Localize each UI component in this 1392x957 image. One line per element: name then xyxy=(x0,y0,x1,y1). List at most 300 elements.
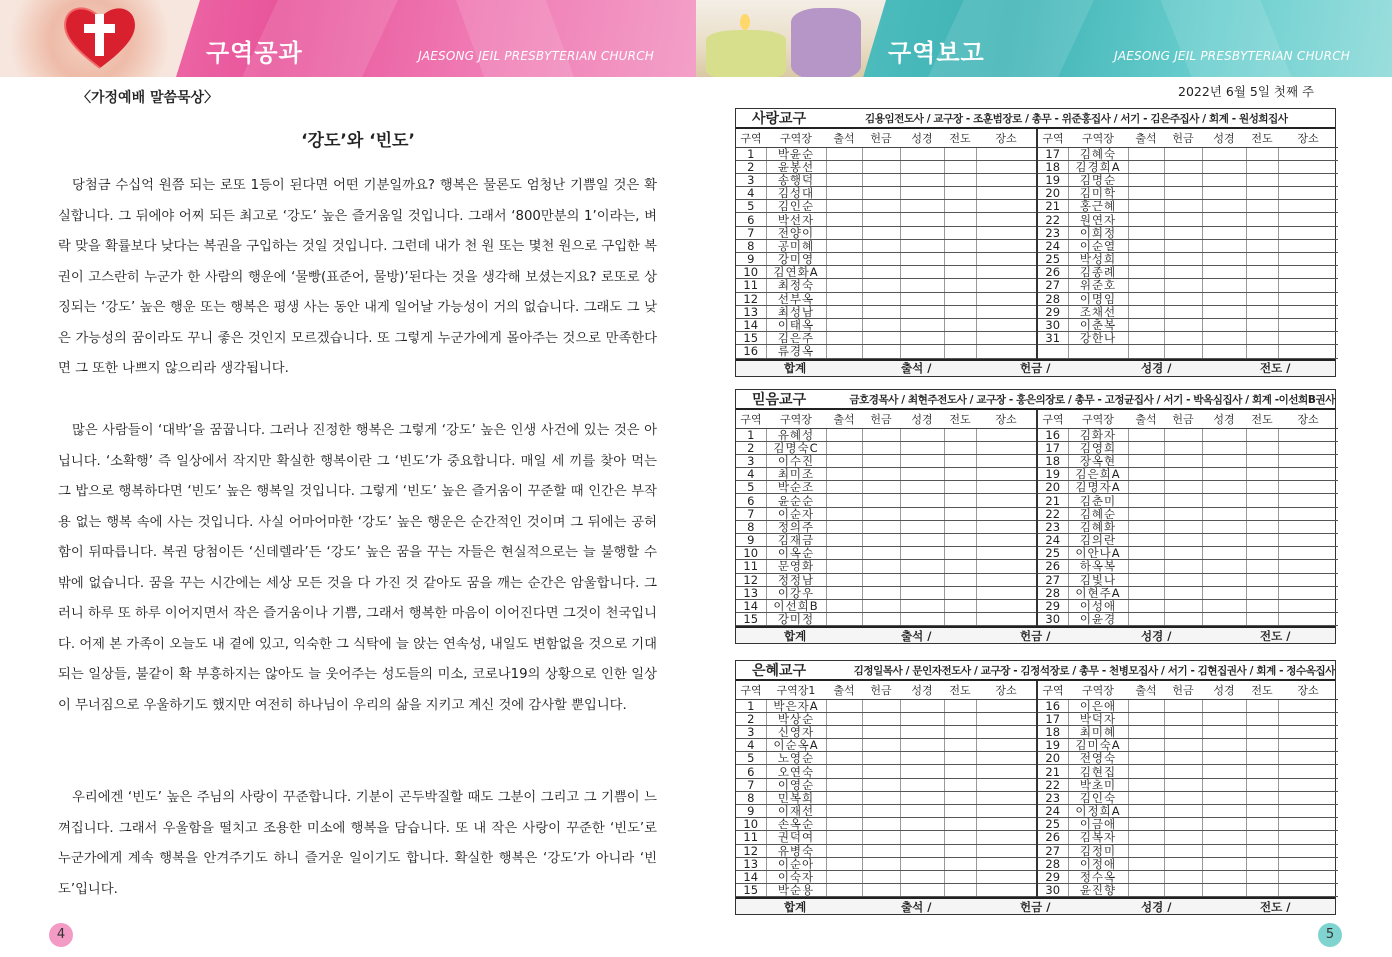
entry-cell[interactable] xyxy=(976,791,1036,804)
entry-cell[interactable] xyxy=(900,831,944,844)
entry-cell[interactable] xyxy=(1246,870,1278,883)
entry-cell[interactable] xyxy=(900,560,944,573)
entry-cell[interactable] xyxy=(944,752,976,765)
entry-cell[interactable] xyxy=(1164,253,1202,266)
entry-cell[interactable] xyxy=(976,279,1036,292)
entry-cell[interactable] xyxy=(1164,586,1202,599)
entry-cell[interactable] xyxy=(1278,613,1338,626)
entry-cell[interactable] xyxy=(900,791,944,804)
entry-cell[interactable] xyxy=(1202,239,1246,252)
entry-cell[interactable] xyxy=(1128,547,1164,560)
entry-cell[interactable] xyxy=(1278,239,1338,252)
entry-cell[interactable] xyxy=(1164,818,1202,831)
entry-cell[interactable] xyxy=(1278,805,1338,818)
entry-cell[interactable] xyxy=(826,494,862,507)
entry-cell[interactable] xyxy=(826,441,862,454)
entry-cell[interactable] xyxy=(1278,818,1338,831)
entry-cell[interactable] xyxy=(1128,884,1164,897)
entry-cell[interactable] xyxy=(944,573,976,586)
entry-cell[interactable] xyxy=(826,345,862,358)
entry-cell[interactable] xyxy=(862,844,900,857)
entry-cell[interactable] xyxy=(1164,318,1202,331)
entry-cell[interactable] xyxy=(1202,573,1246,586)
entry-cell[interactable] xyxy=(1246,318,1278,331)
entry-cell[interactable] xyxy=(826,305,862,318)
entry-cell[interactable] xyxy=(862,884,900,897)
entry-cell[interactable] xyxy=(976,292,1036,305)
entry-cell[interactable] xyxy=(1164,213,1202,226)
entry-cell[interactable] xyxy=(1128,213,1164,226)
entry-cell[interactable] xyxy=(1202,586,1246,599)
entry-cell[interactable] xyxy=(976,844,1036,857)
entry-cell[interactable] xyxy=(900,844,944,857)
entry-cell[interactable] xyxy=(1278,226,1338,239)
entry-cell[interactable] xyxy=(944,599,976,612)
entry-cell[interactable] xyxy=(1202,200,1246,213)
entry-cell[interactable] xyxy=(900,494,944,507)
entry-cell[interactable] xyxy=(826,805,862,818)
entry-cell[interactable] xyxy=(944,831,976,844)
entry-cell[interactable] xyxy=(1202,739,1246,752)
entry-cell[interactable] xyxy=(1246,586,1278,599)
entry-cell[interactable] xyxy=(1278,494,1338,507)
entry-cell[interactable] xyxy=(1202,266,1246,279)
entry-cell[interactable] xyxy=(900,292,944,305)
entry-cell[interactable] xyxy=(1202,765,1246,778)
entry-cell[interactable] xyxy=(826,468,862,481)
entry-cell[interactable] xyxy=(944,560,976,573)
entry-cell[interactable] xyxy=(900,739,944,752)
entry-cell[interactable] xyxy=(1278,428,1338,441)
entry-cell[interactable] xyxy=(1164,226,1202,239)
entry-cell[interactable] xyxy=(1246,454,1278,467)
entry-cell[interactable] xyxy=(1278,870,1338,883)
entry-cell[interactable] xyxy=(1278,468,1338,481)
entry-cell[interactable] xyxy=(1246,712,1278,725)
entry-cell[interactable] xyxy=(826,239,862,252)
entry-cell[interactable] xyxy=(944,586,976,599)
entry-cell[interactable] xyxy=(944,213,976,226)
entry-cell[interactable] xyxy=(976,173,1036,186)
entry-cell[interactable] xyxy=(1202,332,1246,345)
entry-cell[interactable] xyxy=(900,586,944,599)
entry-cell[interactable] xyxy=(1164,573,1202,586)
entry-cell[interactable] xyxy=(976,805,1036,818)
entry-cell[interactable] xyxy=(1278,547,1338,560)
entry-cell[interactable] xyxy=(1164,765,1202,778)
entry-cell[interactable] xyxy=(1202,791,1246,804)
entry-cell[interactable] xyxy=(826,253,862,266)
entry-cell[interactable] xyxy=(1164,739,1202,752)
entry-cell[interactable] xyxy=(1202,441,1246,454)
entry-cell[interactable] xyxy=(976,428,1036,441)
entry-cell[interactable] xyxy=(1202,428,1246,441)
entry-cell[interactable] xyxy=(1128,599,1164,612)
entry-cell[interactable] xyxy=(826,187,862,200)
entry-cell[interactable] xyxy=(862,765,900,778)
entry-cell[interactable] xyxy=(1202,752,1246,765)
entry-cell[interactable] xyxy=(862,573,900,586)
entry-cell[interactable] xyxy=(976,831,1036,844)
entry-cell[interactable] xyxy=(976,613,1036,626)
entry-cell[interactable] xyxy=(862,752,900,765)
entry-cell[interactable] xyxy=(826,712,862,725)
entry-cell[interactable] xyxy=(826,507,862,520)
entry-cell[interactable] xyxy=(1202,279,1246,292)
entry-cell[interactable] xyxy=(1128,791,1164,804)
entry-cell[interactable] xyxy=(944,173,976,186)
entry-cell[interactable] xyxy=(1128,332,1164,345)
entry-cell[interactable] xyxy=(862,305,900,318)
entry-cell[interactable] xyxy=(976,870,1036,883)
entry-cell[interactable] xyxy=(1202,173,1246,186)
entry-cell[interactable] xyxy=(944,160,976,173)
entry-cell[interactable] xyxy=(1246,831,1278,844)
entry-cell[interactable] xyxy=(1246,239,1278,252)
entry-cell[interactable] xyxy=(1246,752,1278,765)
entry-cell[interactable] xyxy=(862,818,900,831)
entry-cell[interactable] xyxy=(1128,586,1164,599)
entry-cell[interactable] xyxy=(1164,173,1202,186)
entry-cell[interactable] xyxy=(862,791,900,804)
entry-cell[interactable] xyxy=(976,586,1036,599)
entry-cell[interactable] xyxy=(1246,547,1278,560)
entry-cell[interactable] xyxy=(1278,534,1338,547)
entry-cell[interactable] xyxy=(1128,266,1164,279)
entry-cell[interactable] xyxy=(1278,345,1338,358)
entry-cell[interactable] xyxy=(1246,520,1278,533)
entry-cell[interactable] xyxy=(976,818,1036,831)
entry-cell[interactable] xyxy=(862,712,900,725)
entry-cell[interactable] xyxy=(862,147,900,160)
entry-cell[interactable] xyxy=(976,305,1036,318)
entry-cell[interactable] xyxy=(1246,468,1278,481)
entry-cell[interactable] xyxy=(1202,305,1246,318)
entry-cell[interactable] xyxy=(862,213,900,226)
entry-cell[interactable] xyxy=(862,520,900,533)
entry-cell[interactable] xyxy=(1278,266,1338,279)
entry-cell[interactable] xyxy=(1164,454,1202,467)
entry-cell[interactable] xyxy=(944,857,976,870)
entry-cell[interactable] xyxy=(1246,428,1278,441)
entry-cell[interactable] xyxy=(1164,884,1202,897)
entry-cell[interactable] xyxy=(900,173,944,186)
entry-cell[interactable] xyxy=(1128,292,1164,305)
entry-cell[interactable] xyxy=(1246,213,1278,226)
entry-cell[interactable] xyxy=(944,345,976,358)
entry-cell[interactable] xyxy=(1128,844,1164,857)
entry-cell[interactable] xyxy=(1278,173,1338,186)
entry-cell[interactable] xyxy=(976,712,1036,725)
entry-cell[interactable] xyxy=(1164,332,1202,345)
entry-cell[interactable] xyxy=(826,200,862,213)
entry-cell[interactable] xyxy=(1246,147,1278,160)
entry-cell[interactable] xyxy=(1246,226,1278,239)
entry-cell[interactable] xyxy=(976,699,1036,712)
entry-cell[interactable] xyxy=(900,318,944,331)
entry-cell[interactable] xyxy=(1202,345,1246,358)
entry-cell[interactable] xyxy=(1246,332,1278,345)
entry-cell[interactable] xyxy=(1164,266,1202,279)
entry-cell[interactable] xyxy=(1278,187,1338,200)
entry-cell[interactable] xyxy=(900,441,944,454)
entry-cell[interactable] xyxy=(1128,870,1164,883)
entry-cell[interactable] xyxy=(862,534,900,547)
entry-cell[interactable] xyxy=(1278,857,1338,870)
entry-cell[interactable] xyxy=(1128,520,1164,533)
entry-cell[interactable] xyxy=(976,547,1036,560)
entry-cell[interactable] xyxy=(1202,226,1246,239)
entry-cell[interactable] xyxy=(900,534,944,547)
entry-cell[interactable] xyxy=(1278,147,1338,160)
entry-cell[interactable] xyxy=(1202,560,1246,573)
entry-cell[interactable] xyxy=(1278,332,1338,345)
entry-cell[interactable] xyxy=(1202,494,1246,507)
entry-cell[interactable] xyxy=(862,441,900,454)
entry-cell[interactable] xyxy=(862,318,900,331)
entry-cell[interactable] xyxy=(900,765,944,778)
entry-cell[interactable] xyxy=(1164,481,1202,494)
entry-cell[interactable] xyxy=(900,332,944,345)
entry-cell[interactable] xyxy=(1128,160,1164,173)
entry-cell[interactable] xyxy=(862,778,900,791)
entry-cell[interactable] xyxy=(826,857,862,870)
entry-cell[interactable] xyxy=(976,778,1036,791)
entry-cell[interactable] xyxy=(900,226,944,239)
entry-cell[interactable] xyxy=(1128,831,1164,844)
entry-cell[interactable] xyxy=(944,884,976,897)
entry-cell[interactable] xyxy=(1164,778,1202,791)
entry-cell[interactable] xyxy=(1128,494,1164,507)
entry-cell[interactable] xyxy=(900,345,944,358)
entry-cell[interactable] xyxy=(944,494,976,507)
entry-cell[interactable] xyxy=(1278,160,1338,173)
entry-cell[interactable] xyxy=(1202,547,1246,560)
entry-cell[interactable] xyxy=(862,239,900,252)
entry-cell[interactable] xyxy=(1246,805,1278,818)
entry-cell[interactable] xyxy=(1202,187,1246,200)
entry-cell[interactable] xyxy=(826,534,862,547)
entry-cell[interactable] xyxy=(976,213,1036,226)
entry-cell[interactable] xyxy=(900,870,944,883)
entry-cell[interactable] xyxy=(944,468,976,481)
entry-cell[interactable] xyxy=(1128,345,1164,358)
entry-cell[interactable] xyxy=(1246,844,1278,857)
entry-cell[interactable] xyxy=(1202,805,1246,818)
entry-cell[interactable] xyxy=(1128,699,1164,712)
entry-cell[interactable] xyxy=(1128,173,1164,186)
entry-cell[interactable] xyxy=(1246,778,1278,791)
entry-cell[interactable] xyxy=(900,725,944,738)
entry-cell[interactable] xyxy=(900,239,944,252)
entry-cell[interactable] xyxy=(1164,147,1202,160)
entry-cell[interactable] xyxy=(826,173,862,186)
entry-cell[interactable] xyxy=(1202,613,1246,626)
entry-cell[interactable] xyxy=(826,428,862,441)
entry-cell[interactable] xyxy=(1246,481,1278,494)
entry-cell[interactable] xyxy=(862,173,900,186)
entry-cell[interactable] xyxy=(900,279,944,292)
entry-cell[interactable] xyxy=(900,752,944,765)
entry-cell[interactable] xyxy=(1202,160,1246,173)
entry-cell[interactable] xyxy=(976,507,1036,520)
entry-cell[interactable] xyxy=(944,332,976,345)
entry-cell[interactable] xyxy=(826,292,862,305)
entry-cell[interactable] xyxy=(1246,791,1278,804)
entry-cell[interactable] xyxy=(862,857,900,870)
entry-cell[interactable] xyxy=(862,292,900,305)
entry-cell[interactable] xyxy=(944,279,976,292)
entry-cell[interactable] xyxy=(1202,481,1246,494)
entry-cell[interactable] xyxy=(1278,454,1338,467)
entry-cell[interactable] xyxy=(1128,226,1164,239)
entry-cell[interactable] xyxy=(826,752,862,765)
entry-cell[interactable] xyxy=(944,870,976,883)
entry-cell[interactable] xyxy=(1164,520,1202,533)
entry-cell[interactable] xyxy=(1128,739,1164,752)
entry-cell[interactable] xyxy=(900,547,944,560)
entry-cell[interactable] xyxy=(944,739,976,752)
entry-cell[interactable] xyxy=(1246,573,1278,586)
entry-cell[interactable] xyxy=(1246,599,1278,612)
entry-cell[interactable] xyxy=(1278,884,1338,897)
entry-cell[interactable] xyxy=(1246,884,1278,897)
entry-cell[interactable] xyxy=(1202,818,1246,831)
entry-cell[interactable] xyxy=(976,573,1036,586)
entry-cell[interactable] xyxy=(976,725,1036,738)
entry-cell[interactable] xyxy=(826,831,862,844)
entry-cell[interactable] xyxy=(900,520,944,533)
entry-cell[interactable] xyxy=(1164,534,1202,547)
entry-cell[interactable] xyxy=(1164,345,1202,358)
entry-cell[interactable] xyxy=(944,454,976,467)
entry-cell[interactable] xyxy=(1128,507,1164,520)
entry-cell[interactable] xyxy=(1202,147,1246,160)
entry-cell[interactable] xyxy=(826,586,862,599)
entry-cell[interactable] xyxy=(900,147,944,160)
entry-cell[interactable] xyxy=(976,239,1036,252)
entry-cell[interactable] xyxy=(1246,765,1278,778)
entry-cell[interactable] xyxy=(1128,805,1164,818)
entry-cell[interactable] xyxy=(944,481,976,494)
entry-cell[interactable] xyxy=(900,712,944,725)
entry-cell[interactable] xyxy=(944,507,976,520)
entry-cell[interactable] xyxy=(1246,200,1278,213)
entry-cell[interactable] xyxy=(1202,599,1246,612)
entry-cell[interactable] xyxy=(900,454,944,467)
entry-cell[interactable] xyxy=(976,160,1036,173)
entry-cell[interactable] xyxy=(1128,239,1164,252)
entry-cell[interactable] xyxy=(976,226,1036,239)
entry-cell[interactable] xyxy=(1202,292,1246,305)
entry-cell[interactable] xyxy=(976,147,1036,160)
entry-cell[interactable] xyxy=(1278,305,1338,318)
entry-cell[interactable] xyxy=(900,507,944,520)
entry-cell[interactable] xyxy=(976,534,1036,547)
entry-cell[interactable] xyxy=(862,599,900,612)
entry-cell[interactable] xyxy=(1278,441,1338,454)
entry-cell[interactable] xyxy=(1128,187,1164,200)
entry-cell[interactable] xyxy=(944,712,976,725)
entry-cell[interactable] xyxy=(1128,778,1164,791)
entry-cell[interactable] xyxy=(1202,507,1246,520)
entry-cell[interactable] xyxy=(1128,765,1164,778)
entry-cell[interactable] xyxy=(1164,468,1202,481)
entry-cell[interactable] xyxy=(944,318,976,331)
entry-cell[interactable] xyxy=(826,226,862,239)
entry-cell[interactable] xyxy=(976,266,1036,279)
entry-cell[interactable] xyxy=(976,765,1036,778)
entry-cell[interactable] xyxy=(1164,599,1202,612)
entry-cell[interactable] xyxy=(944,805,976,818)
entry-cell[interactable] xyxy=(900,884,944,897)
entry-cell[interactable] xyxy=(862,870,900,883)
entry-cell[interactable] xyxy=(826,739,862,752)
entry-cell[interactable] xyxy=(1278,725,1338,738)
entry-cell[interactable] xyxy=(1202,534,1246,547)
entry-cell[interactable] xyxy=(976,468,1036,481)
entry-cell[interactable] xyxy=(826,213,862,226)
entry-cell[interactable] xyxy=(1202,831,1246,844)
entry-cell[interactable] xyxy=(1164,725,1202,738)
entry-cell[interactable] xyxy=(1278,844,1338,857)
entry-cell[interactable] xyxy=(826,520,862,533)
entry-cell[interactable] xyxy=(862,613,900,626)
entry-cell[interactable] xyxy=(1164,494,1202,507)
entry-cell[interactable] xyxy=(944,765,976,778)
entry-cell[interactable] xyxy=(976,454,1036,467)
entry-cell[interactable] xyxy=(1246,173,1278,186)
entry-cell[interactable] xyxy=(1278,778,1338,791)
entry-cell[interactable] xyxy=(1164,441,1202,454)
entry-cell[interactable] xyxy=(1164,305,1202,318)
entry-cell[interactable] xyxy=(1202,253,1246,266)
entry-cell[interactable] xyxy=(1128,712,1164,725)
entry-cell[interactable] xyxy=(1128,725,1164,738)
entry-cell[interactable] xyxy=(1278,507,1338,520)
entry-cell[interactable] xyxy=(862,805,900,818)
entry-cell[interactable] xyxy=(1164,239,1202,252)
entry-cell[interactable] xyxy=(1246,292,1278,305)
entry-cell[interactable] xyxy=(1164,857,1202,870)
entry-cell[interactable] xyxy=(826,791,862,804)
entry-cell[interactable] xyxy=(862,481,900,494)
entry-cell[interactable] xyxy=(1164,805,1202,818)
entry-cell[interactable] xyxy=(826,318,862,331)
entry-cell[interactable] xyxy=(1164,547,1202,560)
entry-cell[interactable] xyxy=(900,818,944,831)
entry-cell[interactable] xyxy=(1246,699,1278,712)
entry-cell[interactable] xyxy=(900,213,944,226)
entry-cell[interactable] xyxy=(826,279,862,292)
entry-cell[interactable] xyxy=(1246,725,1278,738)
entry-cell[interactable] xyxy=(862,454,900,467)
entry-cell[interactable] xyxy=(1246,560,1278,573)
entry-cell[interactable] xyxy=(826,573,862,586)
entry-cell[interactable] xyxy=(944,187,976,200)
entry-cell[interactable] xyxy=(862,468,900,481)
entry-cell[interactable] xyxy=(944,428,976,441)
entry-cell[interactable] xyxy=(862,253,900,266)
entry-cell[interactable] xyxy=(826,613,862,626)
entry-cell[interactable] xyxy=(1164,200,1202,213)
entry-cell[interactable] xyxy=(1278,831,1338,844)
entry-cell[interactable] xyxy=(1278,560,1338,573)
entry-cell[interactable] xyxy=(1278,752,1338,765)
entry-cell[interactable] xyxy=(944,226,976,239)
entry-cell[interactable] xyxy=(1128,468,1164,481)
entry-cell[interactable] xyxy=(1246,253,1278,266)
